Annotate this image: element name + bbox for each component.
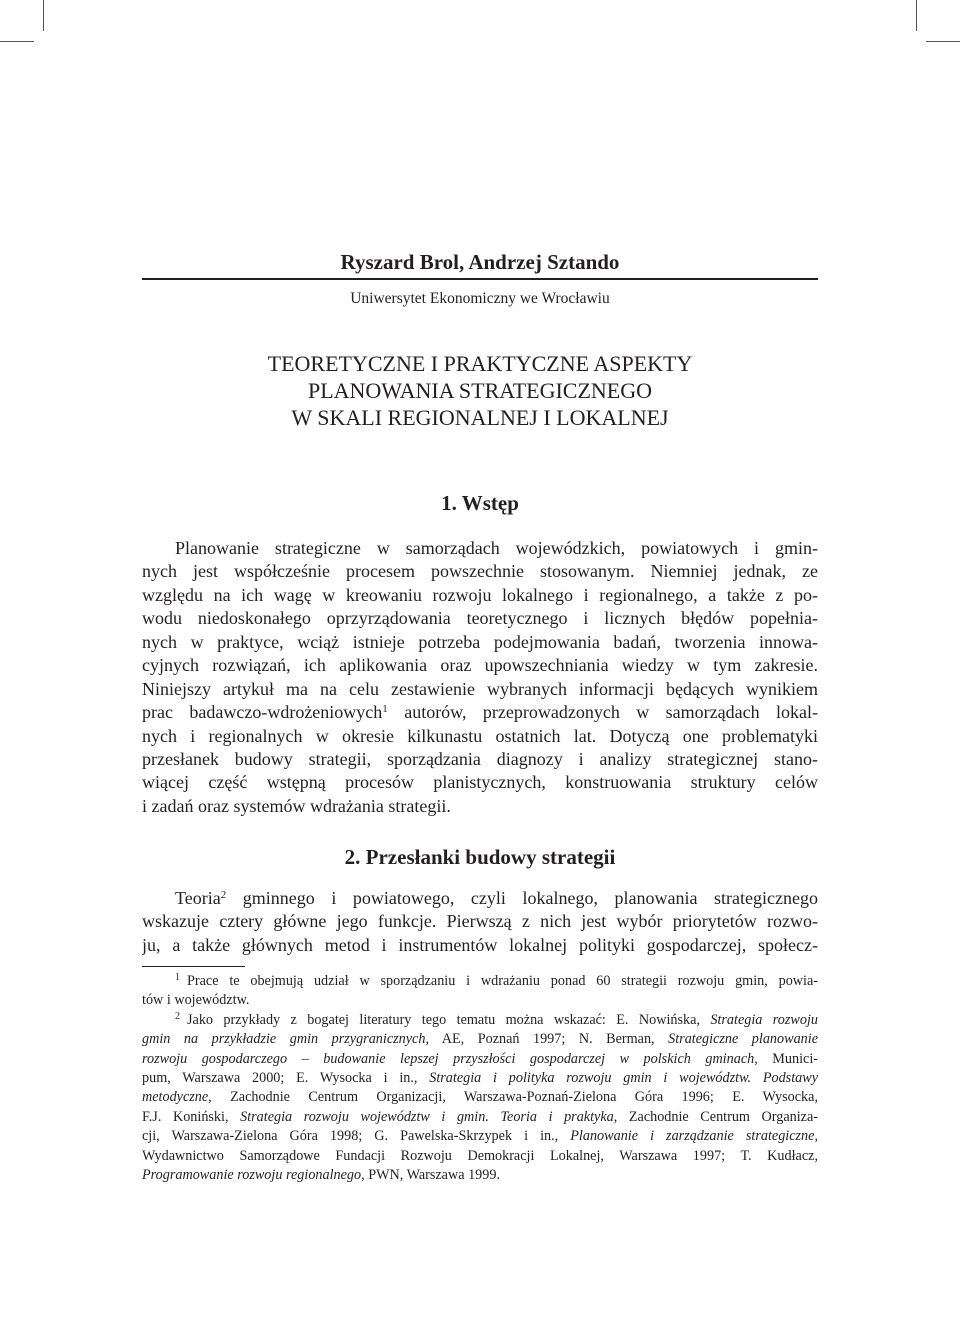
text-line: przesłanek budowy strategii, sporządzania diagnozy i analizy strategicznej stano- xyxy=(142,748,818,769)
footnote-2-line xyxy=(142,1030,818,1049)
footnote-2-line: 2 Jako przykłady z bogatej literatury tego tematu można wskazać: E. Nowińska, Strategia rozwoju xyxy=(175,1010,818,1028)
text-line: nych jest współcześnie procesem powszechnie stosowanym. Niemniej jednak, ze xyxy=(142,561,818,582)
italic-title: rozwoju gospodarczego – budowanie lepszej przyszłości gospodarczej w polskich gminach xyxy=(142,1050,755,1067)
footnote-2-line xyxy=(142,1069,818,1088)
italic-title: gmin na przykładzie gmin przygranicznych xyxy=(142,1031,426,1048)
text-span: , Munici- xyxy=(754,1050,818,1067)
text-line: Planowanie strategiczne w samorządach wojewódzkich, powiatowych i gmin- xyxy=(175,538,818,558)
text-line: wskazuje cztery główne jego funkcje. Pierwszą z nich jest wybór priorytetów rozwo- xyxy=(142,911,818,932)
crop-mark-top-left-v xyxy=(43,0,44,31)
footnotes xyxy=(142,972,818,1185)
text-span: prac badawczo-wdrożeniowych xyxy=(142,702,383,723)
section-2-body xyxy=(142,887,818,957)
text-span: Jako przykłady z bogatej literatury tego tematu można wskazać: E. Nowińska, xyxy=(187,1011,711,1028)
title-line: TEORETYCZNE I PRAKTYCZNE ASPEKTY xyxy=(267,351,693,376)
text-span: Teoria xyxy=(175,888,221,908)
title-rule xyxy=(142,278,818,280)
text-line: wiącej część wstępną procesów planistycznych, konstruowania struktury celów xyxy=(142,772,818,793)
section-heading-1: 1. Wstęp xyxy=(441,491,519,515)
section-1-body xyxy=(142,537,818,818)
crop-mark-top-left xyxy=(0,41,34,42)
italic-title: Programowanie rozwoju regionalnego xyxy=(142,1166,362,1183)
text-line: nych i regionalnych w okresie kilkunastu ostatnich lat. Dotyczą one problematyki xyxy=(142,725,818,746)
text-span: gminnego i powiatowego, czyli lokalnego, planowania strategicznego xyxy=(226,888,818,908)
text-line: Niniejszy artykuł ma na celu zestawienie wybranych informacji będących wynikiem xyxy=(142,678,818,699)
text-span: cji, Warszawa-Zielona Góra 1998; G. Pawelska-Skrzypek i in., xyxy=(142,1128,571,1145)
text-line xyxy=(142,887,818,910)
text-span: pum, Warszawa 2000; E. Wysocka i in., xyxy=(142,1069,430,1086)
italic-title: Planowanie i zarządzanie strategiczne xyxy=(570,1128,815,1145)
text-line: ju, a także głównych metod i instrumentów lokalnej polityki gospodarczej, społecz- xyxy=(142,934,818,955)
crop-mark-top-right xyxy=(926,41,960,42)
text-line: i zadań oraz systemów wdrażania strategii. xyxy=(142,795,451,816)
footnote-ref-2[interactable]: 2 xyxy=(220,889,227,901)
text-span: Zachodnie Centrum Organizacji, Warszawa-Poznań-Zielona Góra 1996; E. Wysocka, xyxy=(211,1089,818,1106)
italic-title: Strategia rozwoju xyxy=(710,1011,818,1028)
footnote-2-line xyxy=(142,1050,818,1069)
affiliation: Uniwersytet Ekonomiczny we Wrocławiu xyxy=(350,290,610,307)
footnote-2-line xyxy=(142,1108,818,1127)
footnote-2-line xyxy=(142,1088,818,1107)
section-heading-2: 2. Przesłanki budowy strategii xyxy=(344,845,616,869)
footnote-2-line xyxy=(142,1166,818,1185)
footnote-2-line: Wydawnictwo Samorządowe Fundacji Rozwoju Demokracji Lokalnej, Warszawa 1997; T. Kudłacz, xyxy=(142,1147,818,1164)
text-line: wodu niedoskonałego oprzyrządowania teoretycznego i licznych błędów popełnia- xyxy=(142,608,818,629)
text-span: , Zachodnie Centrum Organiza- xyxy=(613,1108,818,1125)
footnote-rule xyxy=(142,966,245,967)
text-line: względu na ich wagę w kreowaniu rozwoju lokalnego i regionalnego, a także z po- xyxy=(142,584,818,605)
article-title xyxy=(142,350,818,431)
text-span: , PWN, Warszawa 1999. xyxy=(361,1166,500,1183)
text-line xyxy=(142,701,818,724)
footnote-1-line: 1 Prace te obejmują udział w sporządzaniu i wdrażaniu ponad 60 strategii rozwoju gmin, powia- xyxy=(175,972,818,989)
italic-title: Strategia rozwoju województw i gmin. Teoria i praktyka xyxy=(240,1108,614,1125)
title-line: W SKALI REGIONALNEJ I LOKALNEJ xyxy=(291,405,669,430)
text-span: F.J. Koniński, xyxy=(142,1108,241,1125)
italic-title: Strategiczne planowanie xyxy=(668,1031,818,1048)
text-span: , AE, Poznań 1997; N. Berman, xyxy=(425,1031,669,1048)
footnote-2-line xyxy=(142,1127,818,1146)
text-span: , xyxy=(814,1128,818,1145)
italic-title: metodyczne, xyxy=(142,1089,212,1106)
text-span: Prace te obejmują udział w sporządzaniu i wdrażaniu ponad 60 strategii rozwoju gmin, powia- xyxy=(187,973,818,989)
text-line: nych w praktyce, wciąż istnieje potrzeba podejmowania badań, tworzenia innowa- xyxy=(142,631,818,652)
text-line: cyjnych rozwiązań, ich aplikowania oraz upowszechniania wiedzy w tym zakresie. xyxy=(142,655,818,676)
italic-title: Strategia i polityka rozwoju gmin i województw. Podstawy xyxy=(429,1069,818,1086)
crop-mark-top-right-v xyxy=(916,0,917,31)
title-line: PLANOWANIA STRATEGICZNEGO xyxy=(307,378,653,403)
text-span: autorów, przeprowadzonych w samorządach lokal- xyxy=(387,702,818,723)
footnote-ref-1[interactable]: 1 xyxy=(382,703,388,716)
authors: Ryszard Brol, Andrzej Sztando xyxy=(340,250,620,274)
footnote-1-line: tów i województw. xyxy=(142,992,250,1009)
